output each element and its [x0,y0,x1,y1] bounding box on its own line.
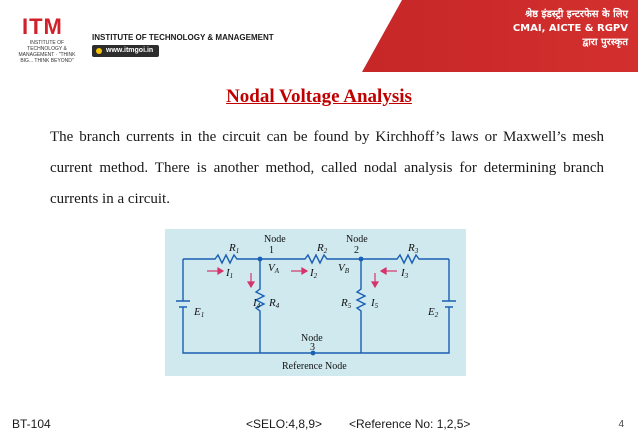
institute-name: INSTITUTE OF TECHNOLOGY & MANAGEMENT [92,33,274,42]
i1-label: I1 [226,267,234,280]
logo-subtitle: INSTITUTE OF TECHNOLOGY & MANAGEMENT · "THINK BIG... THINK BEYOND" [18,40,76,64]
r2-label: R2 [317,242,328,255]
node1-number: 1 [269,245,274,256]
reference-text: <Reference No: 1,2,5> [349,417,471,431]
circuit-svg [165,229,466,376]
course-code: BT-104 [12,417,51,431]
itm-logo [8,10,86,62]
logo-text: ITM [22,14,63,39]
i2-label: I2 [310,267,318,280]
i3-label: I3 [401,267,409,280]
page-number: 4 [618,419,624,430]
r4-label: R4 [269,297,280,310]
slide-title [0,86,638,108]
node3-label: Node [301,333,323,344]
r3-label: R3 [408,242,419,255]
body-paragraph: The branch currents in the circuit can be found by Kirchhoff’s laws or Maxwell’s mesh current method. There is another method, called nodal analysis for determining branch currents in a circuit. [50,129,604,207]
award-line-1: श्रेष्ठ इंडस्ट्री इन्टरफेस के लिए [525,9,628,20]
node2-label: Node [346,234,368,245]
circuit-diagram [165,229,466,376]
node3-number: 3 [310,342,315,353]
r1-label: R1 [229,242,240,255]
slide-title-text: Nodal Voltage Analysis [226,86,412,107]
vb-label: VB [338,262,350,275]
award-line-2: CMAI, AICTE & RGPV [512,23,628,34]
r5-label: R5 [341,297,352,310]
e2-label: E2 [428,306,439,319]
award-text [513,8,628,50]
node2-number: 2 [354,245,359,256]
node1-label: Node [264,234,286,245]
i5-label: I5 [371,297,379,310]
reference-node-label: Reference Node [282,361,347,372]
e1-label: E1 [194,306,205,319]
selo-text: <SELO:4,8,9> [246,417,323,431]
website-link[interactable]: www.itmgoi.in [92,45,159,57]
award-line-3: द्वारा पुरस्कृत [582,37,628,48]
slide-header [0,0,638,72]
i4-label: I4 [253,297,261,310]
va-label: VA [268,262,280,275]
